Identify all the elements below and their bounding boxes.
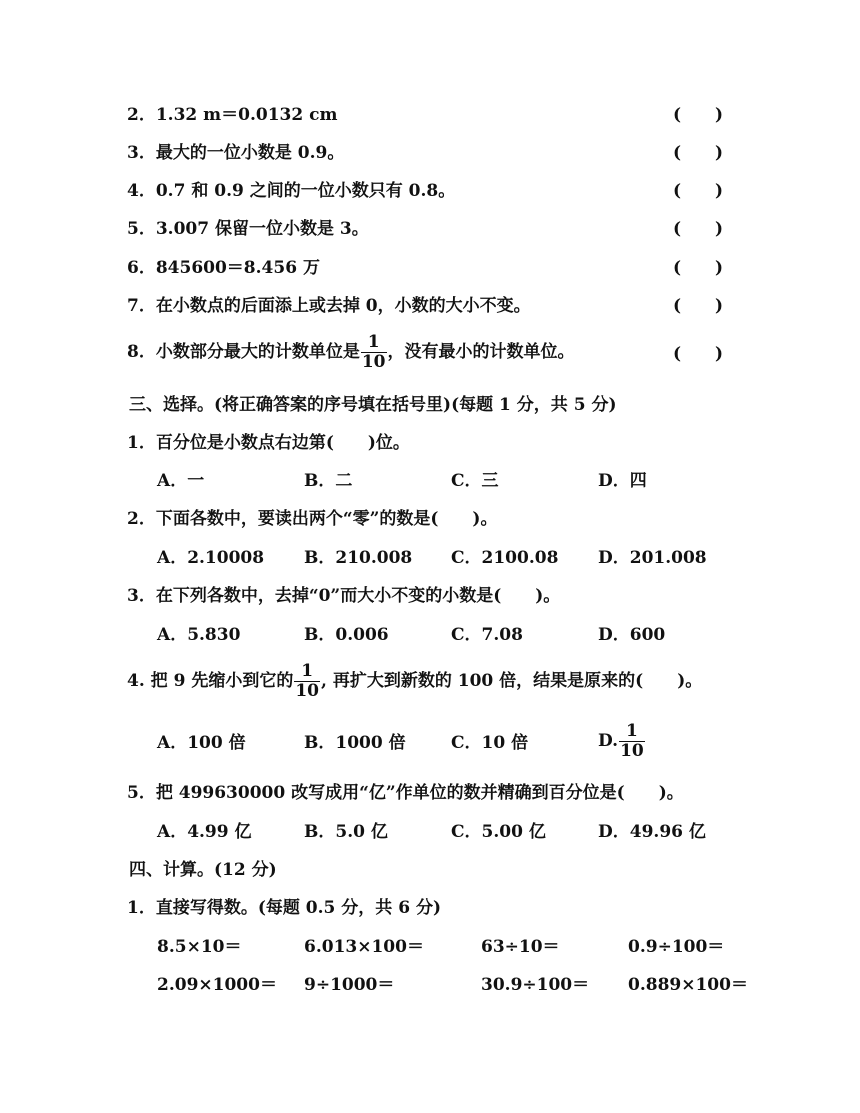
option-b[interactable]: B．5.0 亿 [304, 822, 388, 842]
calc-instruction: 1．直接写得数。(每题 0.5 分，共 6 分) [127, 898, 441, 918]
judge-item-8 [127, 333, 575, 372]
section-title: 三、选择。(将正确答案的序号填在括号里)(每题 1 分，共 5 分) [129, 395, 617, 415]
option-a[interactable]: A．5.830 [157, 625, 241, 645]
judge-item-text: 8．小数部分最大的计数单位是 [127, 342, 360, 362]
judge-item-3 [127, 142, 344, 164]
option-c[interactable]: C．2100.08 [451, 548, 559, 568]
answer-blank[interactable]: ( ) [673, 219, 724, 239]
answer-blank[interactable]: ( ) [673, 258, 724, 278]
option-a[interactable]: A．100 倍 [157, 733, 246, 753]
calc-item: 8.5×10＝ [157, 937, 242, 957]
question-4 [127, 662, 702, 701]
answer-blank[interactable]: ( ) [673, 181, 724, 201]
option-c[interactable]: C．10 倍 [451, 733, 529, 753]
option-d[interactable]: D．201.008 [598, 548, 707, 568]
fraction-denominator: 10 [295, 681, 320, 701]
judge-item-2 [127, 104, 337, 126]
question-text: , 再扩大到新数的 100 倍，结果是原来的( )。 [321, 671, 703, 691]
fraction [361, 333, 387, 372]
calc-item: 2.09×1000＝ [157, 975, 277, 995]
calc-item: 30.9÷100＝ [481, 975, 590, 995]
option-c[interactable]: C．5.00 亿 [451, 822, 546, 842]
section-title: 四、计算。(12 分) [129, 860, 277, 880]
option-label: D. [598, 731, 619, 751]
fraction-numerator: 1 [625, 721, 638, 741]
fraction [619, 722, 645, 761]
question-5: 5．把 499630000 改写成用“亿”作单位的数并精确到百分位是( )。 [127, 783, 684, 803]
calc-item: 6.013×100＝ [304, 937, 424, 957]
option-c[interactable]: C．7.08 [451, 625, 523, 645]
judge-item-4 [127, 180, 455, 202]
fraction [294, 662, 320, 701]
fraction-denominator: 10 [620, 741, 644, 761]
calc-item: 63÷10＝ [481, 937, 560, 957]
judge-item-text: 3．最大的一位小数是 0.9。 [127, 143, 345, 163]
question-2: 2．下面各数中，要读出两个“零”的数是( )。 [127, 509, 498, 529]
judge-item-5 [127, 218, 369, 240]
answer-blank[interactable]: ( ) [673, 344, 724, 364]
option-a[interactable]: A．4.99 亿 [157, 822, 252, 842]
question-3: 3．在下列各数中，去掉“0”而大小不变的小数是( )。 [127, 586, 561, 606]
judge-item-text: 5．3.007 保留一位小数是 3。 [127, 219, 369, 239]
question-1: 1．百分位是小数点右边第( )位。 [127, 433, 410, 453]
calc-item: 0.9÷100＝ [628, 937, 725, 957]
judge-item-text: 6．845600＝8.456 万 [127, 258, 320, 278]
judge-item-6 [127, 257, 320, 279]
answer-blank[interactable]: ( ) [673, 105, 724, 125]
judge-item-7 [127, 295, 531, 317]
option-b[interactable]: B．1000 倍 [304, 733, 406, 753]
answer-blank[interactable]: ( ) [673, 296, 724, 316]
judge-item-text: 2．1.32 m＝0.0132 cm [127, 105, 338, 125]
option-a[interactable]: A．一 [157, 471, 205, 491]
fraction-numerator: 1 [367, 332, 380, 352]
calc-item: 0.889×100＝ [628, 975, 748, 995]
judge-item-text: 4．0.7 和 0.9 之间的一位小数只有 0.8。 [127, 181, 456, 201]
option-d[interactable] [598, 722, 646, 761]
fraction-numerator: 1 [301, 661, 314, 681]
calc-item: 9÷1000＝ [304, 975, 395, 995]
option-d[interactable]: D．600 [598, 625, 666, 645]
fraction-denominator: 10 [361, 352, 386, 372]
question-text: 4. 把 9 先缩小到它的 [127, 671, 294, 691]
option-d[interactable]: D．四 [598, 471, 647, 491]
answer-blank[interactable]: ( ) [673, 143, 724, 163]
option-b[interactable]: B．0.006 [304, 625, 389, 645]
option-d[interactable]: D．49.96 亿 [598, 822, 706, 842]
judge-item-text: 7．在小数点的后面添上或去掉 0，小数的大小不变。 [127, 296, 531, 316]
option-b[interactable]: B．210.008 [304, 548, 413, 568]
option-a[interactable]: A．2.10008 [157, 548, 265, 568]
option-c[interactable]: C．三 [451, 471, 499, 491]
option-b[interactable]: B．二 [304, 471, 353, 491]
judge-item-text: ，没有最小的计数单位。 [387, 342, 575, 362]
